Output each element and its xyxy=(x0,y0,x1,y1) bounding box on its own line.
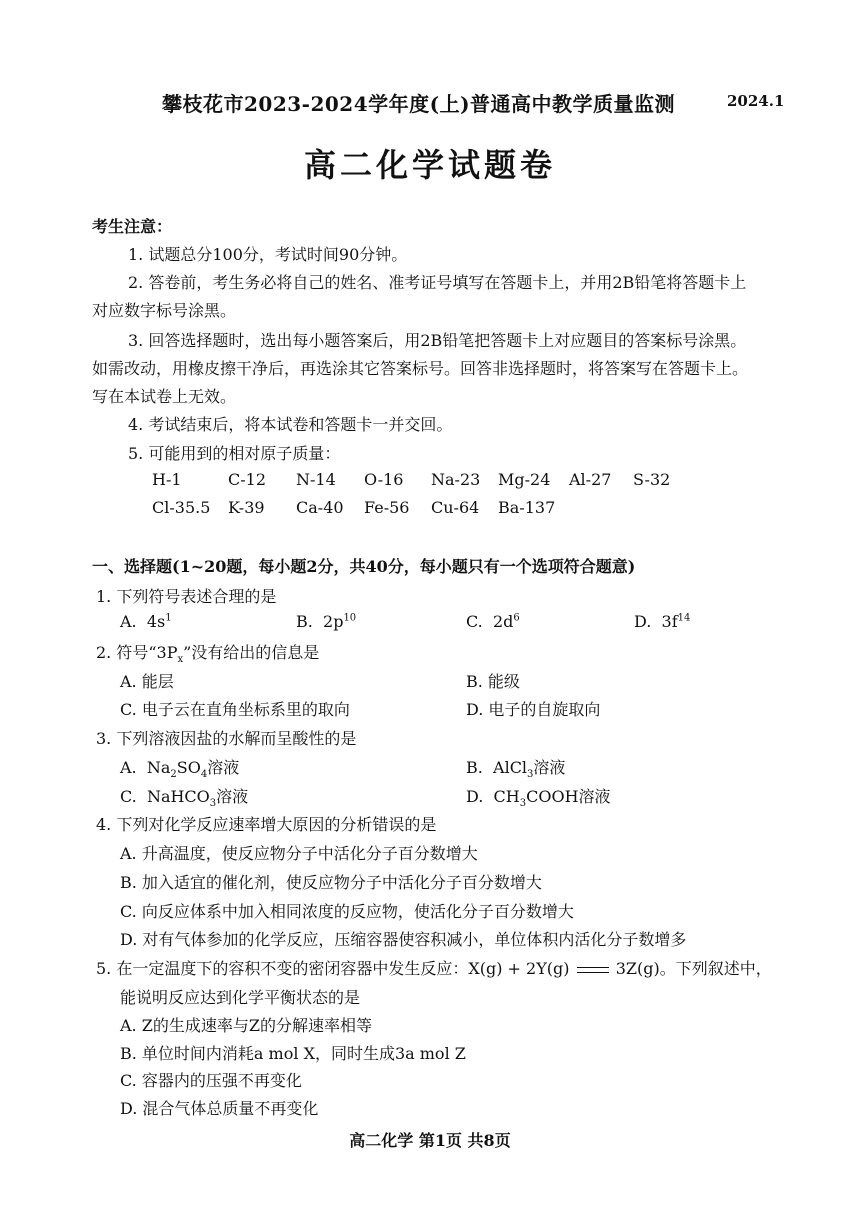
question-2-stem: 2. 符号“$3P_x$”没有给出的信息是 xyxy=(96,643,320,666)
question-4-option-a: A. 升高温度，使反应物分子中活化分子百分数增大 xyxy=(120,844,478,863)
question-2-option-b: B. 能级 xyxy=(466,672,520,691)
question-4-option-d: D. 对有气体参加的化学反应，压缩容器使容积减小，单位体积内活化分子数增多 xyxy=(120,930,687,949)
question-3-option-d: D. $CH_3COOH$溶液 xyxy=(466,787,611,810)
notice-item-3-cont: 如需改动，用橡皮擦干净后，再选涂其它答案标号。回答非选择题时，将答案写在答题卡上。 xyxy=(92,359,749,378)
notice-item-1: 1. 试题总分100分，考试时间90分钟。 xyxy=(128,245,408,264)
mass-entry: Cl-35.5 xyxy=(152,498,211,517)
question-1-option-b: B. $2p^{10}$ xyxy=(296,612,357,631)
page-title: 高二化学试题卷 xyxy=(303,146,556,184)
mass-entry: N-14 xyxy=(296,470,336,489)
mass-entry: K-39 xyxy=(228,498,265,517)
section-heading: 一、选择题(1~20题，每小题2分，共40分，每小题只有一个选项符合题意) xyxy=(92,557,636,576)
mass-entry: Na-23 xyxy=(431,470,481,489)
question-4-stem: 4. 下列对化学反应速率增大原因的分析错误的是 xyxy=(96,815,437,834)
mass-entry: Ba-137 xyxy=(498,498,556,517)
notice-item-4: 4. 考试结束后，将本试卷和答题卡一并交回。 xyxy=(128,415,453,434)
equilibrium-arrow-icon xyxy=(575,964,611,976)
mass-entry: C-12 xyxy=(228,470,267,489)
mass-entry: Ca-40 xyxy=(296,498,344,517)
mass-entry: Cu-64 xyxy=(431,498,480,517)
question-5-stem: 5. 在一定温度下的容积不变的密闭容器中发生反应：X(g) + 2Y(g) 3Z(g)。下列叙述中， xyxy=(96,959,772,978)
question-5-option-c: C. 容器内的压强不再变化 xyxy=(120,1071,302,1090)
mass-entry: O-16 xyxy=(364,470,404,489)
question-1-option-c: C. $2d^6$ xyxy=(466,612,520,631)
exam-header: 攀枝花市2023-2024学年度(上)普通高中教学质量监测 xyxy=(162,92,676,116)
question-4-option-c: C. 向反应体系中加入相同浓度的反应物，使活化分子百分数增大 xyxy=(120,902,574,921)
notice-item-3-cont2: 写在本试卷上无效。 xyxy=(92,387,237,406)
question-3-stem: 3. 下列溶液因盐的水解而呈酸性的是 xyxy=(96,729,357,748)
question-3-option-b: B. AlCl$_3$溶液 xyxy=(466,758,566,781)
question-3-option-c: C. NaHCO$_3$溶液 xyxy=(120,787,249,810)
question-5-option-d: D. 混合气体总质量不再变化 xyxy=(120,1099,319,1118)
mass-entry: Fe-56 xyxy=(364,498,410,517)
question-1-option-d: D. $3f^{14}$ xyxy=(634,612,691,631)
mass-entry: Mg-24 xyxy=(498,470,551,489)
page-footer: 高二化学 第1页 共8页 xyxy=(349,1131,511,1150)
question-5-option-a: A. Z的生成速率与Z的分解速率相等 xyxy=(120,1016,372,1035)
notice-item-2: 2. 答卷前，考生务必将自己的姓名、准考证号填写在答题卡上，并用2B铅笔将答题卡上 xyxy=(128,273,747,292)
question-2-option-a: A. 能层 xyxy=(120,672,174,691)
notice-item-2-cont: 对应数字标号涂黑。 xyxy=(92,301,237,320)
notice-item-5: 5. 可能用到的相对原子质量： xyxy=(128,444,341,463)
question-2-option-c: C. 电子云在直角坐标系里的取向 xyxy=(120,700,350,719)
question-3-option-a: A. $Na_2SO_4$溶液 xyxy=(120,758,240,781)
question-1-stem: 1. 下列符号表述合理的是 xyxy=(96,587,277,606)
question-4-option-b: B. 加入适宜的催化剂，使反应物分子中活化分子百分数增大 xyxy=(120,873,542,892)
mass-entry: Al-27 xyxy=(569,470,612,489)
notice-heading: 考生注意： xyxy=(92,217,173,236)
mass-entry: S-32 xyxy=(633,470,671,489)
question-1-option-a: A. $4s^1$ xyxy=(120,612,172,631)
question-5-option-b: B. 单位时间内消耗a mol X，同时生成3a mol Z xyxy=(120,1044,466,1063)
notice-item-3: 3. 回答选择题时，选出每小题答案后，用2B铅笔把答题卡上对应题目的答案标号涂黑。 xyxy=(128,331,747,350)
question-5-stem-cont: 能说明反应达到化学平衡状态的是 xyxy=(120,988,361,1007)
exam-date: 2024.1 xyxy=(727,92,785,110)
question-2-option-d: D. 电子的自旋取向 xyxy=(466,700,601,719)
mass-entry: H-1 xyxy=(152,470,182,489)
